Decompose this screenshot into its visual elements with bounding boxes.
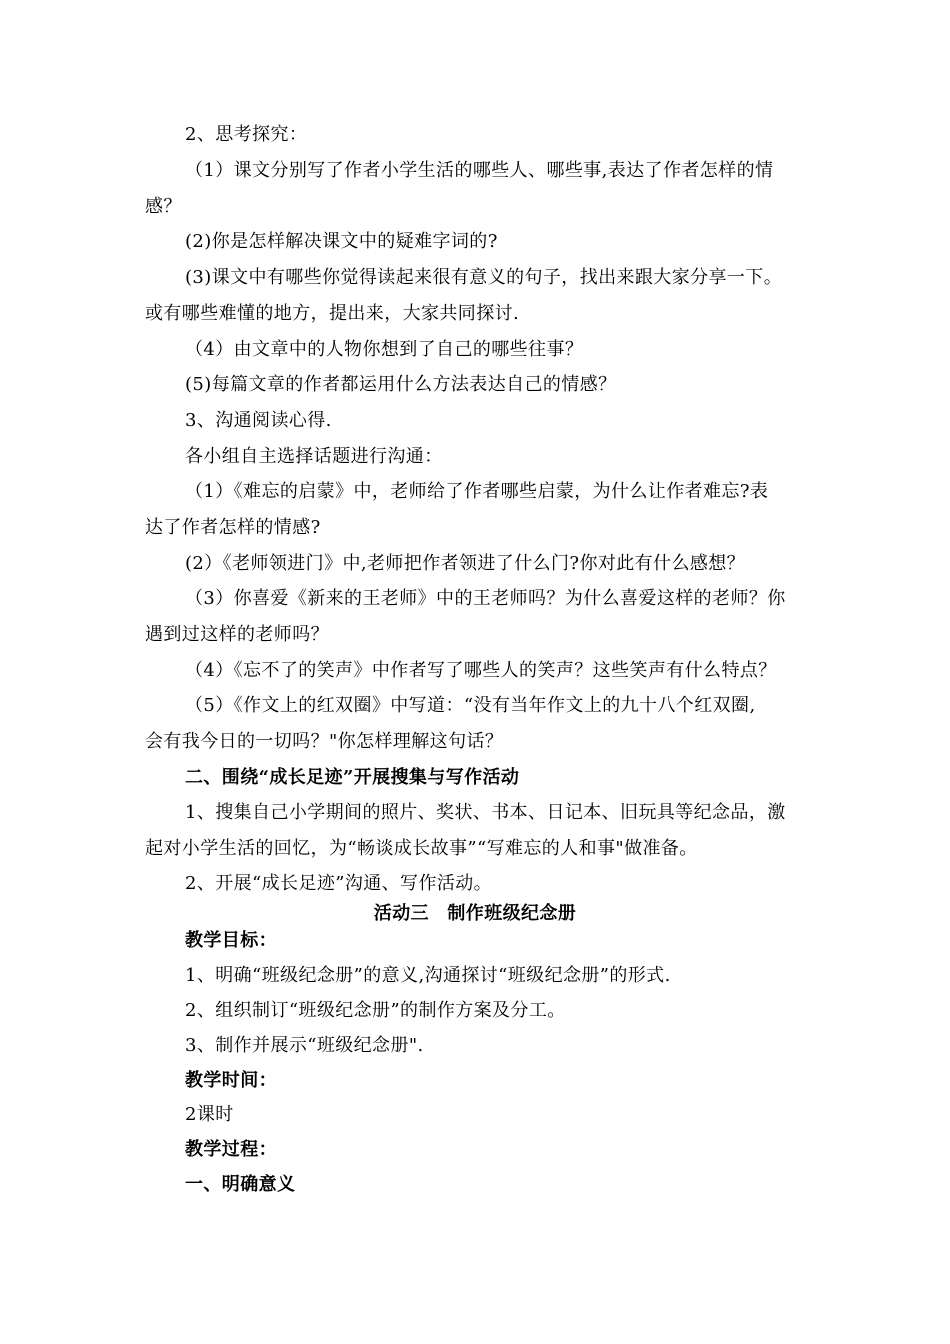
question-4: （4）由文章中的人物你想到了自己的哪些往事？ — [185, 339, 584, 360]
writing-activity: 2、开展“成长足迹”沟通、写作活动。 — [185, 873, 493, 894]
topic-5-line-1: （5）《作文上的红双圈》中写道：“没有当年作文上的九十八个红双圈, — [185, 695, 756, 716]
teaching-time-value: 2课时 — [185, 1104, 234, 1125]
activity-3-title: 活动三 制作班级纪念册 — [373, 903, 577, 924]
step-1-heading: 一、明确意义 — [185, 1174, 296, 1195]
question-3-line-2: 或有哪些难懂的地方，提出来，大家共同探讨. — [145, 303, 520, 324]
question-2: (2)你是怎样解决课文中的疑难字词的? — [185, 231, 498, 252]
topic-1-line-1: （1）《难忘的启蒙》中，老师给了作者哪些启蒙，为什么让作者难忘?表 — [185, 481, 769, 502]
teaching-goal-3: 3、制作并展示“班级纪念册". — [185, 1035, 424, 1056]
collect-activity-line-1: 1、搜集自己小学期间的照片、奖状、书本、日记本、旧玩具等纪念品，激 — [185, 802, 786, 823]
topic-3-line-1: （3）你喜爱《新来的王老师》中的王老师吗？为什么喜爱这样的老师？你 — [185, 588, 786, 609]
section-heading-share-reading: 3、沟通阅读心得. — [185, 410, 332, 431]
topic-1-line-2: 达了作者怎样的情感? — [145, 517, 321, 538]
question-1-line-1: （1）课文分别写了作者小学生活的哪些人、哪些事,表达了作者怎样的情 — [185, 160, 774, 181]
section-heading-think-explore: 2、思考探究： — [185, 124, 308, 145]
topic-2: (2）《老师领进门》中,老师把作者领进了什么门?你对此有什么感想？ — [185, 553, 746, 574]
teaching-goal-1: 1、明确“班级纪念册”的意义,沟通探讨“班级纪念册”的形式. — [185, 965, 671, 986]
topic-4: （4）《忘不了的笑声》中作者写了哪些人的笑声？这些笑声有什么特点？ — [185, 660, 777, 681]
topic-3-line-2: 遇到过这样的老师吗？ — [145, 624, 329, 645]
teaching-process-label: 教学过程： — [185, 1139, 277, 1160]
part-2-heading: 二、围绕“成长足迹”开展搜集与写作活动 — [185, 767, 520, 788]
teaching-time-label: 教学时间： — [185, 1070, 277, 1091]
group-topic-intro: 各小组自主选择话题进行沟通： — [185, 446, 443, 467]
question-5: (5)每篇文章的作者都运用什么方法表达自己的情感？ — [185, 374, 617, 395]
question-1-line-2: 感？ — [145, 196, 182, 217]
collect-activity-line-2: 起对小学生活的回忆，为“畅谈成长故事”“写难忘的人和事"做准备。 — [145, 838, 698, 859]
topic-5-line-2: 会有我今日的一切吗？"你怎样理解这句话？ — [145, 731, 504, 752]
teaching-goal-2: 2、组织制订“班级纪念册”的制作方案及分工。 — [185, 1000, 566, 1021]
question-3-line-1: (3)课文中有哪些你觉得读起来很有意义的句子，找出来跟大家分享一下。 — [185, 267, 783, 288]
teaching-goals-label: 教学目标： — [185, 930, 277, 951]
